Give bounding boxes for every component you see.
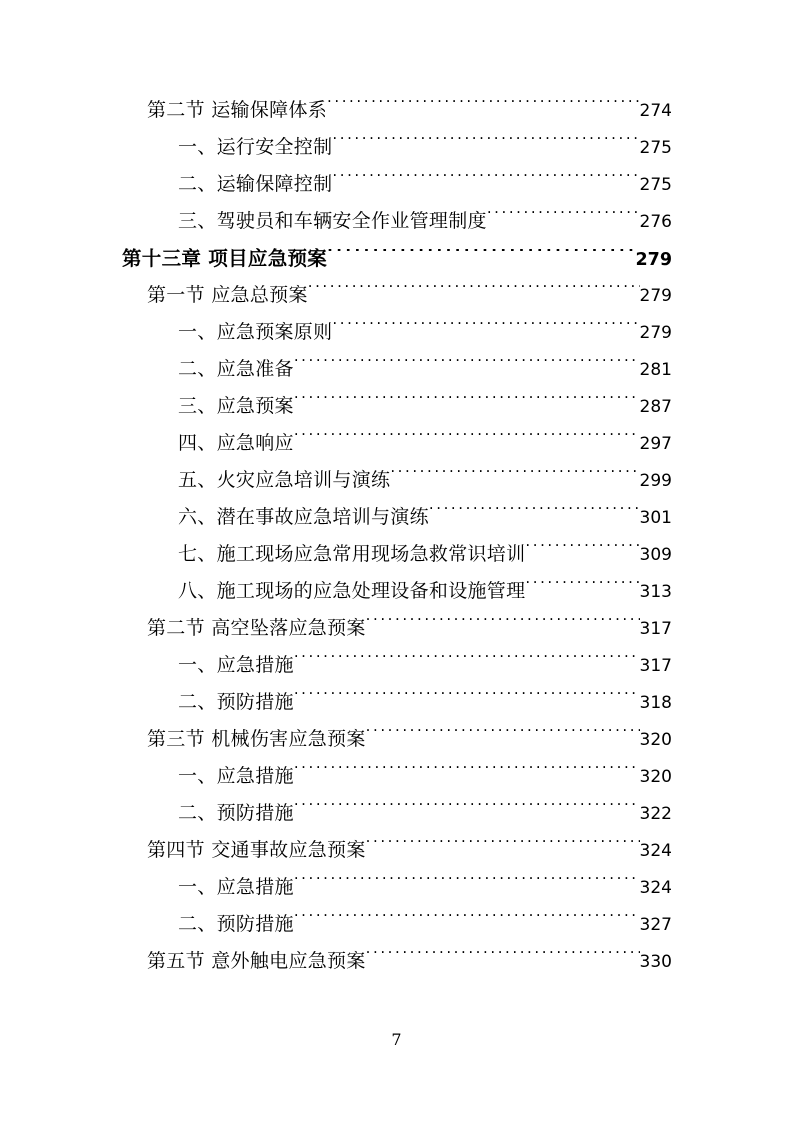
toc-entry-title: 七、施工现场应急常用现场急救常识培训 [178, 543, 526, 565]
toc-entry-title: 三、应急预案 [178, 395, 294, 417]
toc-entry-section[interactable] [0, 943, 793, 980]
toc-entry-title: 五、火灾应急培训与演练 [178, 469, 391, 491]
toc-entry-sub[interactable] [0, 499, 793, 536]
toc-entry-page-number: 299 [639, 471, 672, 491]
toc-entry-page-number: 330 [639, 952, 672, 972]
dot-leader [327, 249, 635, 265]
toc-entry-sub[interactable] [0, 166, 793, 203]
toc-entry-sub[interactable] [0, 203, 793, 240]
toc-entry-page-number: 275 [639, 175, 672, 195]
toc-entry-title: 第二节 高空坠落应急预案 [147, 617, 366, 639]
toc-entry-sub[interactable] [0, 906, 793, 943]
dot-leader [294, 877, 640, 893]
toc-entry-page-number: 297 [639, 434, 672, 454]
toc-entry-page-number: 320 [639, 767, 672, 787]
dot-leader [294, 359, 640, 375]
toc-entry-page-number: 322 [639, 804, 672, 824]
toc-entry-title: 二、预防措施 [178, 802, 294, 824]
toc-entry-page-number: 275 [639, 138, 672, 158]
toc-entry-title: 第二节 运输保障体系 [147, 99, 328, 121]
dot-leader [294, 396, 640, 412]
toc-entry-title: 三、驾驶员和车辆安全作业管理制度 [178, 210, 487, 232]
dot-leader [327, 100, 640, 116]
toc-entry-title: 第十三章 项目应急预案 [122, 247, 328, 270]
toc-entry-page-number: 279 [635, 250, 672, 270]
toc-entry-title: 二、运输保障控制 [178, 173, 333, 195]
dot-leader [294, 766, 640, 782]
dot-leader [487, 211, 640, 227]
dot-leader [294, 692, 640, 708]
toc-entry-title: 第一节 应急总预案 [147, 284, 308, 306]
toc-entry-page-number: 327 [639, 915, 672, 935]
toc-entry-page-number: 317 [639, 619, 672, 639]
toc-entry-title: 二、预防措施 [178, 913, 294, 935]
toc-entry-sub[interactable] [0, 351, 793, 388]
dot-leader [332, 322, 639, 338]
toc-entry-title: 四、应急响应 [178, 432, 294, 454]
toc-entry-sub[interactable] [0, 795, 793, 832]
toc-entry-title: 二、应急准备 [178, 358, 294, 380]
toc-entry-page-number: 313 [639, 582, 672, 602]
toc-entry-section[interactable] [0, 832, 793, 869]
toc-entry-title: 六、潜在事故应急培训与演练 [178, 506, 429, 528]
dot-leader [366, 840, 640, 856]
toc-entry-sub[interactable] [0, 758, 793, 795]
toc-entry-section[interactable] [0, 277, 793, 314]
toc-entry-title: 一、运行安全控制 [178, 136, 333, 158]
toc-entry-page-number: 324 [639, 841, 672, 861]
dot-leader [429, 507, 640, 523]
dot-leader [294, 655, 640, 671]
toc-entry-sub[interactable] [0, 129, 793, 166]
toc-entry-page-number: 274 [639, 101, 672, 121]
toc-entry-section[interactable] [0, 92, 793, 129]
dot-leader [294, 433, 640, 449]
table-of-contents [0, 92, 793, 980]
toc-entry-page-number: 276 [639, 212, 672, 232]
toc-entry-title: 一、应急措施 [178, 654, 294, 676]
toc-entry-page-number: 281 [639, 360, 672, 380]
toc-entry-title: 第三节 机械伤害应急预案 [147, 728, 366, 750]
dot-leader [332, 137, 639, 153]
page-number-footer: 7 [391, 1030, 402, 1049]
dot-leader [390, 470, 639, 486]
dot-leader [294, 803, 640, 819]
toc-entry-sub[interactable] [0, 647, 793, 684]
toc-entry-sub[interactable] [0, 425, 793, 462]
toc-entry-section[interactable] [0, 721, 793, 758]
toc-entry-title: 一、应急预案原则 [178, 321, 333, 343]
toc-entry-title: 一、应急措施 [178, 876, 294, 898]
toc-entry-sub[interactable] [0, 462, 793, 499]
dot-leader [308, 285, 640, 301]
dot-leader [525, 581, 639, 597]
dot-leader [366, 618, 640, 634]
toc-entry-page-number: 287 [639, 397, 672, 417]
toc-entry-page-number: 309 [639, 545, 672, 565]
toc-entry-sub[interactable] [0, 388, 793, 425]
toc-entry-sub[interactable] [0, 869, 793, 906]
toc-entry-title: 第五节 意外触电应急预案 [147, 950, 366, 972]
toc-entry-page-number: 324 [639, 878, 672, 898]
toc-entry-sub[interactable] [0, 314, 793, 351]
toc-entry-page-number: 279 [639, 323, 672, 343]
toc-entry-page-number: 279 [639, 286, 672, 306]
toc-entry-title: 第四节 交通事故应急预案 [147, 839, 366, 861]
dot-leader [332, 174, 639, 190]
toc-entry-sub[interactable] [0, 536, 793, 573]
toc-entry-page-number: 301 [639, 508, 672, 528]
dot-leader [366, 729, 640, 745]
toc-entry-title: 一、应急措施 [178, 765, 294, 787]
toc-entry-chapter[interactable] [0, 240, 793, 277]
toc-entry-title: 八、施工现场的应急处理设备和设施管理 [178, 580, 526, 602]
toc-entry-page-number: 317 [639, 656, 672, 676]
toc-entry-sub[interactable] [0, 573, 793, 610]
dot-leader [525, 544, 639, 560]
toc-entry-sub[interactable] [0, 684, 793, 721]
toc-entry-page-number: 320 [639, 730, 672, 750]
dot-leader [366, 951, 640, 967]
toc-entry-page-number: 318 [639, 693, 672, 713]
toc-entry-title: 二、预防措施 [178, 691, 294, 713]
dot-leader [294, 914, 640, 930]
toc-entry-section[interactable] [0, 610, 793, 647]
